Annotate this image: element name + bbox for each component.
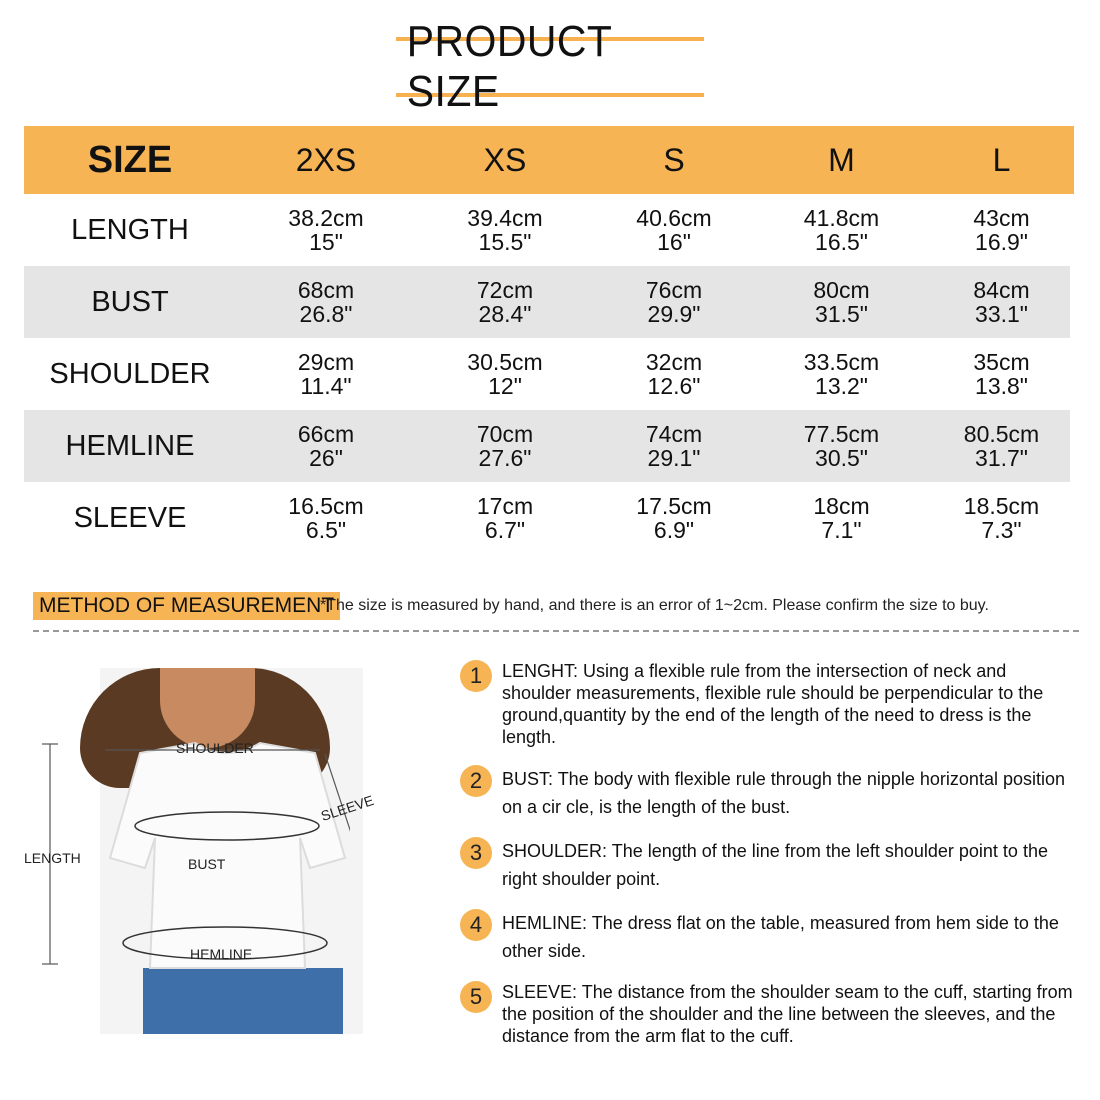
cm-value: 41.8cm: [803, 205, 880, 231]
page-title: PRODUCT SIZE: [406, 17, 612, 116]
inch-value: 16.9": [975, 229, 1028, 255]
step-number-badge: 3: [460, 837, 492, 869]
description-text: HEMLINE: The dress flat on the table, measured from hem side to the other side.: [502, 913, 1059, 961]
inch-value: 16.5": [815, 229, 868, 255]
inch-value: 7.3": [981, 517, 1022, 543]
step-number-badge: 4: [460, 909, 492, 941]
table-row: [24, 482, 1074, 554]
cm-value: 32cm: [645, 349, 703, 375]
inch-value: 33.1": [975, 301, 1028, 327]
size-value-cell: [416, 278, 594, 326]
inch-value: 13.2": [815, 373, 868, 399]
cm-value: 76cm: [645, 277, 703, 303]
cm-value: 30.5cm: [467, 349, 543, 375]
cm-value: 29cm: [297, 349, 355, 375]
description-text: BUST: The body with flexible rule through the nipple horizontal position on a cir cle, is the length of the bust.: [502, 769, 1066, 817]
size-value-cell: [929, 422, 1074, 470]
cm-value: 17.5cm: [636, 493, 712, 519]
size-value-cell: [594, 422, 754, 470]
hemline-label: HEMLINE: [190, 946, 253, 962]
inch-value: 6.7": [484, 517, 526, 543]
row-label: SHOULDER: [49, 358, 211, 390]
table-row: [24, 194, 1074, 266]
description-item: [460, 837, 1070, 887]
measurement-figure: [20, 668, 376, 1038]
size-value-cell: [929, 494, 1074, 542]
inch-value: 12": [488, 373, 522, 399]
size-value-cell: [416, 350, 594, 398]
inch-value: 29.1": [647, 445, 701, 471]
size-value-cell: [594, 494, 754, 542]
sleeve-label: SLEEVE: [318, 791, 376, 825]
cm-value: 39.4cm: [467, 205, 543, 231]
cm-value: 18cm: [813, 493, 870, 519]
table-header-row: [24, 126, 1074, 194]
row-label: SLEEVE: [73, 502, 187, 534]
inch-value: 26": [309, 445, 343, 471]
cm-value: 70cm: [476, 421, 534, 447]
size-value-cell: [754, 422, 929, 470]
description-item: [460, 981, 1073, 1051]
cm-value: 18.5cm: [963, 493, 1040, 519]
table-row: [24, 338, 1074, 410]
method-note: *The size is measured by hand, and there is an error of 1~2cm. Please confirm the size to buy.: [320, 597, 989, 614]
header-cell: SIZE: [87, 139, 173, 181]
size-value-cell: [236, 206, 416, 254]
inch-value: 29.9": [647, 301, 701, 327]
description-text: SHOULDER: The length of the line from the left shoulder point to the right shoulder point.: [502, 841, 1048, 889]
inch-value: 6.9": [653, 517, 695, 543]
description-item: [460, 765, 1070, 815]
size-value-cell: [236, 278, 416, 326]
size-value-cell: [754, 494, 929, 542]
inch-value: 13.8": [975, 373, 1028, 399]
size-value-cell: [594, 278, 754, 326]
inch-value: 12.6": [647, 373, 701, 399]
inch-value: 30.5": [815, 445, 868, 471]
cm-value: 17cm: [476, 493, 534, 519]
header-cell: M: [828, 142, 855, 178]
size-value-cell: [754, 278, 929, 326]
cm-value: 38.2cm: [288, 205, 364, 231]
header-cell: XS: [483, 142, 527, 178]
bust-label: BUST: [188, 856, 226, 872]
size-value-cell: [236, 494, 416, 542]
cm-value: 84cm: [973, 277, 1030, 303]
title-frame: [396, 17, 704, 116]
inch-value: 6.5": [305, 517, 347, 543]
size-value-cell: [929, 278, 1074, 326]
inch-value: 15.5": [478, 229, 532, 255]
description-item: [460, 660, 1070, 750]
inch-value: 28.4": [478, 301, 532, 327]
cm-value: 66cm: [297, 421, 355, 447]
row-label: BUST: [91, 286, 169, 318]
cm-value: 33.5cm: [803, 349, 880, 375]
cm-value: 40.6cm: [636, 205, 712, 231]
size-value-cell: [416, 422, 594, 470]
size-value-cell: [929, 206, 1074, 254]
cm-value: 68cm: [297, 277, 355, 303]
table-row: [24, 266, 1070, 338]
description-text: LENGHT: Using a flexible rule from the intersection of neck and shoulder measurements, flexible rule should be perpendicular to the ground,quantity by the end of the length of the need to dress is the length.: [502, 661, 1044, 747]
step-number-badge: 1: [460, 660, 492, 692]
inch-value: 11.4": [300, 373, 352, 399]
size-table: [24, 126, 1074, 554]
size-value-cell: [416, 206, 594, 254]
cm-value: 35cm: [973, 349, 1030, 375]
shoulder-label: SHOULDER: [176, 740, 254, 756]
row-label: LENGTH: [71, 214, 189, 246]
header-cell: L: [992, 142, 1011, 178]
description-text: SLEEVE: The distance from the shoulder seam to the cuff, starting from the position of the shoulder and the line between the sleeves, and the distance from the arm flat to the cuff.: [502, 982, 1073, 1046]
cm-value: 77.5cm: [803, 421, 880, 447]
divider: [33, 630, 1079, 632]
cm-value: 72cm: [476, 277, 534, 303]
cm-value: 43cm: [973, 205, 1030, 231]
row-label: HEMLINE: [65, 430, 195, 462]
cm-value: 16.5cm: [288, 493, 364, 519]
size-value-cell: [236, 350, 416, 398]
inch-value: 16": [657, 229, 691, 255]
cm-value: 74cm: [645, 421, 703, 447]
header-cell: 2XS: [295, 142, 357, 178]
size-value-cell: [929, 350, 1074, 398]
table-row: [24, 410, 1070, 482]
inch-value: 27.6": [478, 445, 532, 471]
step-number-badge: 5: [460, 981, 492, 1013]
inch-value: 31.5": [815, 301, 868, 327]
description-item: [460, 909, 1070, 959]
table-body: [24, 194, 1074, 554]
length-label: LENGTH: [24, 850, 81, 866]
inch-value: 15": [309, 229, 343, 255]
inch-value: 7.1": [821, 517, 862, 543]
inch-value: 31.7": [975, 445, 1028, 471]
size-value-cell: [236, 422, 416, 470]
step-number-badge: 2: [460, 765, 492, 797]
header-cell: S: [663, 142, 685, 178]
size-value-cell: [594, 206, 754, 254]
size-value-cell: [754, 350, 929, 398]
size-value-cell: [754, 206, 929, 254]
method-label: METHOD OF MEASUREMENT: [33, 592, 340, 620]
inch-value: 26.8": [299, 301, 353, 327]
size-value-cell: [416, 494, 594, 542]
cm-value: 80.5cm: [963, 421, 1040, 447]
cm-value: 80cm: [813, 277, 870, 303]
size-value-cell: [594, 350, 754, 398]
